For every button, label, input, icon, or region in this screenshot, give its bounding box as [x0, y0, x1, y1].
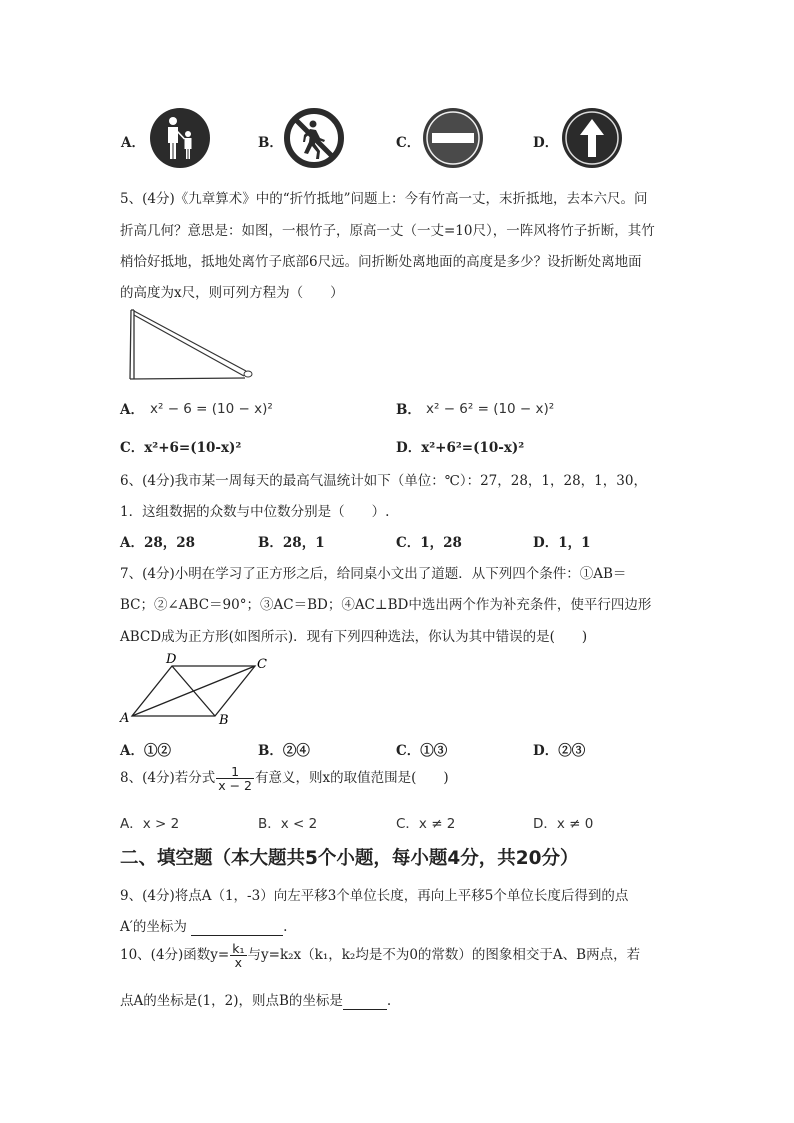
q7-option-a: A．①②	[120, 743, 171, 759]
no-pedestrian-sign-icon	[283, 107, 345, 169]
q8-fraction-numerator: 1	[216, 765, 254, 779]
q9-answer-blank[interactable]	[191, 919, 283, 936]
q9-text-line2	[120, 915, 287, 936]
section-heading: 二、填空题（本大题共5个小题，每小题4分，共20分）	[120, 848, 579, 869]
q9-text-line1: 9、(4分)将点A（1，-3）向左平移3个单位长度，再向上平移5个单位长度后得到的点	[120, 888, 629, 904]
vertex-d-label: D	[166, 652, 177, 667]
q5-option-a-expr: x² − 6 = (10 − x)²	[150, 401, 273, 417]
q8-suffix: 有意义，则x的取值范围是( )	[255, 770, 449, 787]
q5-text-line1: 5、(4分)《九章算术》中的“折竹抵地”问题上：今有竹高一丈，末折抵地，去本六尺。问	[120, 191, 648, 207]
q8-fraction-denominator: x − 2	[218, 778, 252, 794]
q5-option-b-expr: x² − 6² = (10 − x)²	[426, 401, 555, 417]
q5-option-d: D．x²+6²=(10-x)²	[396, 440, 525, 456]
q10-answer-blank[interactable]	[343, 993, 387, 1010]
q7-text-line1: 7、(4分)小明在学习了正方形之后，给同桌小文出了道题．从下列四个条件：①AB＝	[120, 566, 627, 582]
q10-text-line2	[120, 989, 391, 1010]
q10-suffix: 与y=k₂x（k₁，k₂均是不为0的常数）的图象相交于A、B两点，若	[247, 947, 641, 964]
q5-text-line4: 的高度为x尺，则可列方程为（ ）	[120, 285, 344, 301]
q4-option-d-label: D．	[533, 135, 559, 151]
q8-prefix: 8、(4分)若分式	[120, 770, 216, 787]
bamboo-figure	[125, 306, 260, 384]
pedestrian-sign-icon	[149, 107, 211, 169]
q4-option-b-label: B．	[258, 135, 283, 151]
vertex-c-label: C	[257, 657, 267, 672]
vertex-a-label: A	[120, 711, 130, 726]
q5-text-line2: 折高几何？意思是：如图，一根竹子，原高一丈（一丈=10尺），一阵风将竹子折断，其竹	[120, 223, 655, 239]
q6-option-a: A．28，28	[120, 535, 196, 551]
q9-line2-suffix: .	[283, 919, 288, 935]
q6-text-line2: 1．这组数据的众数与中位数分别是（ ）.	[120, 504, 390, 520]
q7-text-line3: ABCD成为正方形(如图所示)．现有下列四种选法，你认为其中错误的是( )	[120, 629, 588, 645]
parallelogram-figure	[116, 650, 276, 728]
q5-option-a-label: A．	[120, 402, 144, 418]
q8-option-b: B．x < 2	[258, 816, 318, 832]
q5-option-c: C．x²+6=(10-x)²	[120, 440, 242, 456]
q9-line2-prefix: A′的坐标为	[120, 919, 187, 935]
q8-option-c: C．x ≠ 2	[396, 816, 456, 832]
q6-option-b: B．28，1	[258, 535, 325, 551]
no-entry-sign-icon	[422, 107, 484, 169]
q4-option-c-label: C．	[396, 135, 421, 151]
q7-option-b: B．②④	[258, 743, 310, 759]
q5-text-line3: 梢恰好抵地，抵地处离竹子底部6尺远。问折断处离地面的高度是多少？设折断处离地面	[120, 254, 642, 270]
q10-line2-suffix: .	[386, 993, 392, 1009]
q8-option-d: D．x ≠ 0	[533, 816, 594, 832]
q6-option-c: C．1，28	[396, 535, 462, 551]
q10-line2-prefix: 点A的坐标是(1，2)，则点B的坐标是	[120, 993, 343, 1009]
q7-text-line2: BC；②∠ABC＝90°；③AC＝BD；④AC⊥BD中选出两个作为补充条件，使平行四边形	[120, 597, 652, 613]
vertex-b-label: B	[219, 713, 229, 728]
q10-prefix: 10、(4分)函数y=	[120, 947, 230, 964]
q5-option-b-label: B．	[396, 402, 421, 418]
straight-ahead-sign-icon	[561, 107, 623, 169]
q4-option-a-label: A．	[121, 135, 145, 151]
q7-option-d: D．②③	[533, 743, 586, 759]
q6-text-line1: 6、(4分)我市某一周每天的最高气温统计如下（单位：℃）：27，28，1，28，1，30，	[120, 473, 647, 489]
q10-text-line1	[120, 942, 640, 969]
q7-option-c: C．①③	[396, 743, 448, 759]
q6-option-d: D．1，1	[533, 535, 591, 551]
q10-fraction-numerator: k₁	[232, 941, 245, 956]
q8-fraction	[216, 765, 254, 792]
q10-fraction	[230, 942, 246, 969]
q8-option-a: A．x > 2	[120, 816, 180, 832]
q10-fraction-denominator: x	[234, 955, 243, 971]
q8-stem	[120, 765, 449, 792]
